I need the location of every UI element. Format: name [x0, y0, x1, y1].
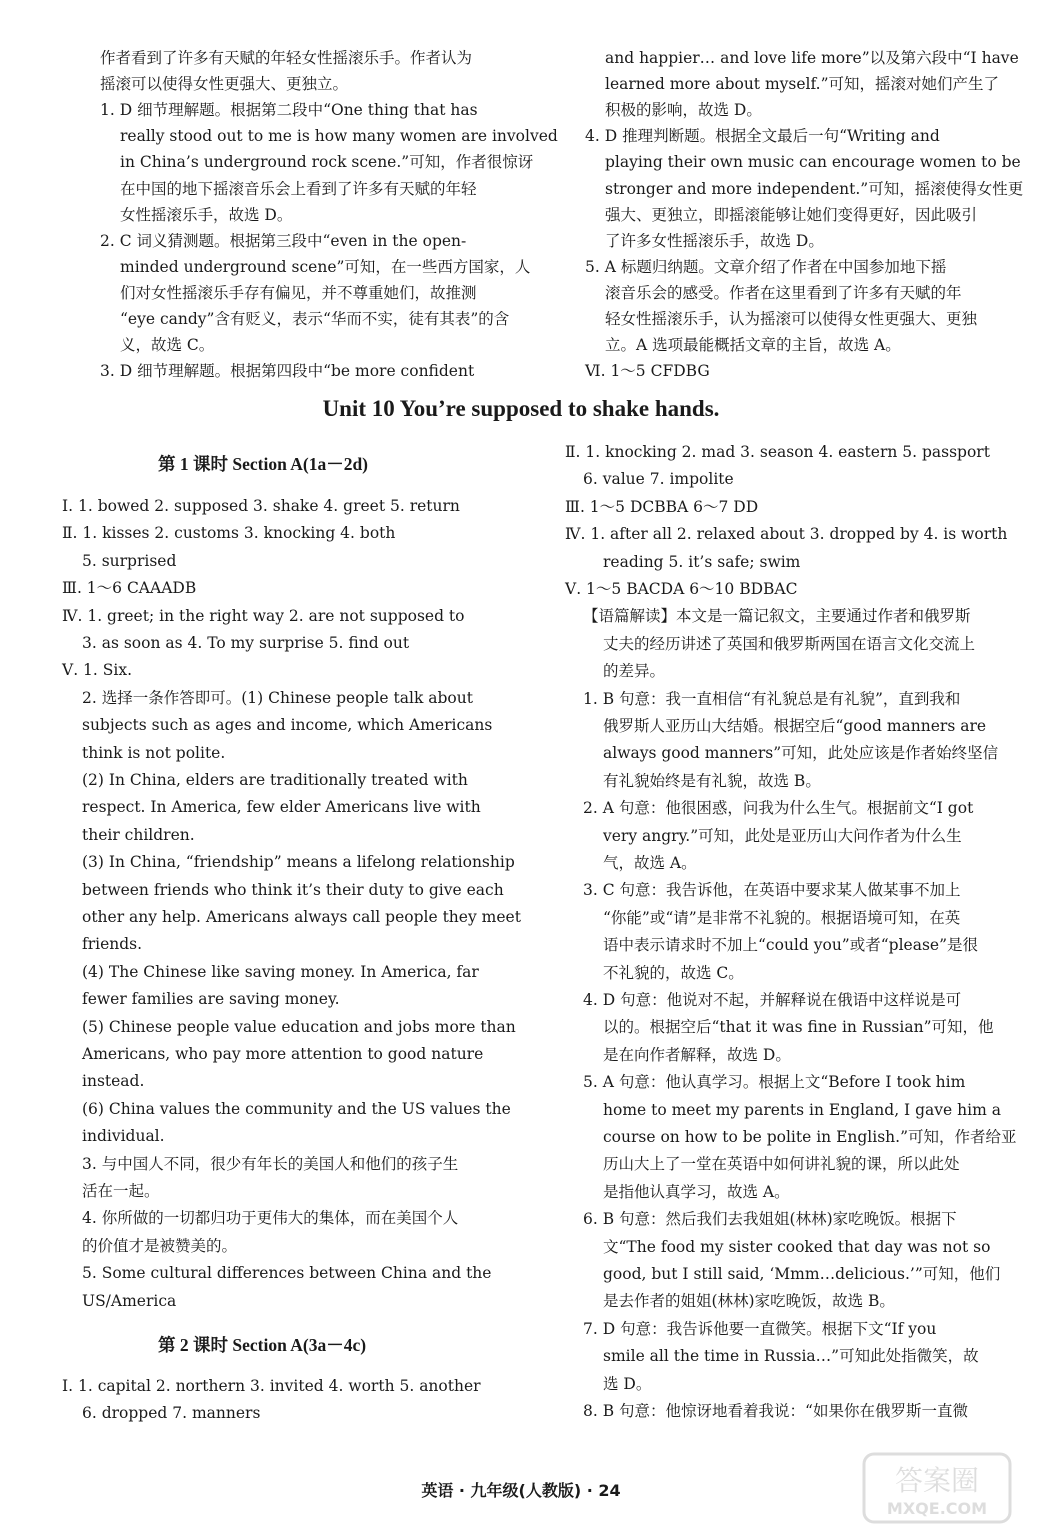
text-line: 4. 你所做的一切都归功于更伟大的集体，而在美国个人: [82, 1209, 459, 1228]
text-line: Ⅴ. 1. Six.: [62, 661, 133, 680]
text-line: 丈夫的经历讲述了英国和俄罗斯两国在语言文化交流上: [603, 634, 976, 653]
text-line: respect. In America, few elder Americans live with: [82, 798, 481, 817]
watermark-text: 答案圈: [894, 1464, 980, 1497]
watermark-logo: [862, 1452, 1012, 1524]
section2-title: 第 2 课时 Section A(3a－4c): [158, 1335, 367, 1355]
text-line: in China’s underground rock scene.”可知，作者很惊讶: [120, 153, 534, 172]
text-line: 5. A 标题归纳题。文章介绍了作者在中国参加地下摇: [585, 257, 947, 276]
text-line: 历山大上了一堂在英语中如何讲礼貌的课，所以此处: [603, 1155, 960, 1174]
section1-title: 第 1 课时 Section A(1a－2d): [158, 454, 368, 474]
text-line: 6. dropped 7. manners: [82, 1404, 261, 1423]
text-line: 2. C 词义猜测题。根据第三段中“even in the open-: [100, 231, 467, 250]
text-line: 7. D 句意：我告诉他要一直微笑。根据下文“If you: [583, 1319, 937, 1338]
text-line: Ⅲ. 1～5 DCBBA 6～7 DD: [565, 497, 759, 516]
text-line: instead.: [82, 1072, 145, 1091]
text-line: 是去作者的姐姐(林林)家吃晚饭，故选 B。: [603, 1292, 895, 1311]
text-line: 6. B 句意：然后我们去我姐姐(林林)家吃晚饭。根据下: [583, 1210, 957, 1229]
text-line: 语中表示请求时不加上“could you”或者“please”是很: [603, 936, 978, 955]
text-line: 是指他认真学习，故选 A。: [603, 1182, 790, 1201]
text-line: 积极的影响，故选 D。: [605, 101, 762, 120]
text-line: fewer families are saving money.: [82, 990, 340, 1009]
text-line: individual.: [82, 1127, 165, 1146]
text-line: 5. Some cultural differences between China and the: [82, 1264, 492, 1283]
text-line: always good manners”可知，此处应该是作者始终坚信: [603, 744, 999, 763]
unit-title: Unit 10 You’re supposed to shake hands.: [322, 396, 720, 421]
text-line: 3. D 细节理解题。根据第四段中“be more confident: [100, 362, 475, 381]
text-line: Ⅰ. 1. bowed 2. supposed 3. shake 4. greet 5. return: [62, 497, 460, 515]
text-line: 以的。根据空后“that it was fine in Russian”可知，他: [603, 1018, 994, 1037]
text-line: 3. C 句意：我告诉他，在英语中要求某人做某事不加上: [583, 881, 961, 900]
text-line: other any help. Americans always call people they meet: [82, 908, 521, 926]
text-line: Ⅴ. 1～5 BACDA 6～10 BDBAC: [565, 580, 798, 598]
text-line: Americans, who pay more attention to good nature: [82, 1045, 484, 1063]
text-line: Ⅳ. 1. greet; in the right way 2. are not supposed to: [62, 606, 465, 625]
text-line: between friends who think it’s their duty to give each: [82, 880, 504, 899]
page-footer: 英语 · 九年级(人教版) · 24: [421, 1481, 621, 1500]
text-line: (6) China values the community and the US values the: [82, 1099, 511, 1118]
text-line: Ⅲ. 1～6 CAAADB: [62, 579, 197, 598]
text-line: (4) The Chinese like saving money. In America, far: [82, 962, 479, 981]
text-line: 了许多女性摇滚乐手，故选 D。: [605, 231, 824, 250]
text-line: 女性摇滚乐手，故选 D。: [120, 205, 293, 224]
text-line: think is not polite.: [82, 743, 226, 762]
text-line: 4. D 推理判断题。根据全文最后一句“Writing and: [585, 127, 940, 146]
text-line: 立。A 选项最能概括文章的主旨，故选 A。: [605, 336, 901, 355]
text-line: 2. A 句意：他很困惑，问我为什么生气。根据前文“I got: [583, 799, 974, 818]
text-line: (3) In China, “friendship” means a lifelong relationship: [82, 853, 515, 872]
text-line: 作者看到了许多有天赋的年轻女性摇滚乐手。作者认为: [100, 49, 473, 67]
text-line: Ⅱ. 1. kisses 2. customs 3. knocking 4. both: [62, 524, 396, 543]
text-line: Ⅳ. 1. after all 2. relaxed about 3. dropped by 4. is worth: [565, 525, 1008, 544]
text-line: 义，故选 C。: [120, 336, 215, 355]
text-line: 文“The food my sister cooked that day was not so: [603, 1237, 991, 1256]
text-line: their children.: [82, 825, 195, 844]
text-line: 摇滚可以使得女性更强大、更独立。: [100, 75, 349, 94]
text-line: course on how to be polite in English.”可知，作者给亚: [603, 1128, 1017, 1146]
text-line: 4. D 句意：他说对不起，并解释说在俄语中这样说是可: [583, 991, 962, 1009]
text-line: US/America: [82, 1291, 177, 1310]
text-line: “eye candy”含有贬义，表示“华而不实，徒有其表”的含: [120, 310, 510, 328]
text-line: 强大、更独立，即摇滚能够让她们变得更好，因此吸引: [605, 205, 978, 224]
text-line: 俄罗斯人亚历山大结婚。根据空后“good manners are: [603, 717, 987, 735]
text-line: 1. B 句意：我一直相信“有礼貌总是有礼貌”，直到我和: [583, 689, 961, 708]
text-line: stronger and more independent.”可知，摇滚使得女性更: [605, 179, 1024, 198]
text-line: good, but I still said, ‘Mmm…delicious.’”可知，他们: [603, 1265, 1001, 1283]
text-line: 不礼貌的，故选 C。: [603, 963, 744, 982]
text-line: friends.: [82, 935, 143, 954]
text-line: 的差异。: [603, 662, 666, 681]
text-line: 选 D。: [603, 1374, 652, 1393]
text-line: 3. as soon as 4. To my surprise 5. find out: [82, 634, 410, 652]
text-line: 的价值才是被赞美的。: [82, 1236, 238, 1255]
text-line: 6. value 7. impolite: [583, 470, 734, 489]
text-line: really stood out to me is how many women are involved: [120, 127, 558, 146]
text-line: 2. 选择一条作答即可。(1) Chinese people talk about: [82, 688, 473, 707]
text-line: reading 5. it’s safe; swim: [603, 552, 801, 571]
text-line: 滚音乐会的感受。作者在这里看到了许多有天赋的年: [605, 283, 962, 302]
text-line: learned more about myself.”可知，摇滚对她们产生了: [605, 75, 1000, 94]
text-line: 有礼貌始终是有礼貌，故选 B。: [603, 771, 821, 790]
text-line: very angry.”可知，此处是亚历山大问作者为什么生: [603, 826, 962, 845]
text-line: and happier… and love life more”以及第六段中“I have: [605, 49, 1019, 67]
text-line: 在中国的地下摇滚音乐会上看到了许多有天赋的年轻: [120, 179, 477, 198]
text-line: 轻女性摇滚乐手，认为摇滚可以使得女性更强大、更独: [605, 310, 978, 328]
text-line: Ⅵ. 1～5 CFDBG: [585, 362, 710, 381]
text-line: 是在向作者解释，故选 D。: [603, 1045, 791, 1064]
text-line: 3. 与中国人不同，很少有年长的美国人和他们的孩子生: [82, 1154, 459, 1173]
text-line: playing their own music can encourage women to be: [605, 153, 1021, 172]
text-line: 们对女性摇滚乐手存有偏见，并不尊重她们，故推测: [120, 283, 477, 302]
text-line: 活在一起。: [82, 1182, 160, 1200]
text-line: (2) In China, elders are traditionally treated with: [82, 771, 468, 789]
text-line: (5) Chinese people value education and jobs more than: [82, 1017, 516, 1036]
text-line: 1. D 细节理解题。根据第二段中“One thing that has: [100, 101, 478, 120]
text-line: smile all the time in Russia…”可知此处指微笑，故: [603, 1347, 979, 1366]
text-line: Ⅰ. 1. capital 2. northern 3. invited 4. worth 5. another: [62, 1377, 481, 1395]
text-line: 5. surprised: [82, 551, 177, 570]
text-line: 5. A 句意：他认真学习。根据上文“Before I took him: [583, 1073, 966, 1092]
text-line: subjects such as ages and income, which Americans: [82, 716, 493, 735]
text-line: 气，故选 A。: [603, 854, 697, 872]
text-line: home to meet my parents in England, I gave him a: [603, 1100, 1001, 1119]
text-line: 8. B 句意：他惊讶地看着我说：“如果你在俄罗斯一直微: [583, 1402, 968, 1420]
text-line: Ⅱ. 1. knocking 2. mad 3. season 4. eastern 5. passport: [565, 443, 990, 461]
text-line: 【语篇解读】本文是一篇记叙文，主要通过作者和俄罗斯: [583, 607, 971, 626]
text-line: “你能”或“请”是非常不礼貌的。根据语境可知，在英: [603, 908, 961, 927]
watermark-url: MXQE.COM: [886, 1499, 988, 1518]
text-line: minded underground scene”可知，在一些西方国家，人: [120, 257, 531, 276]
